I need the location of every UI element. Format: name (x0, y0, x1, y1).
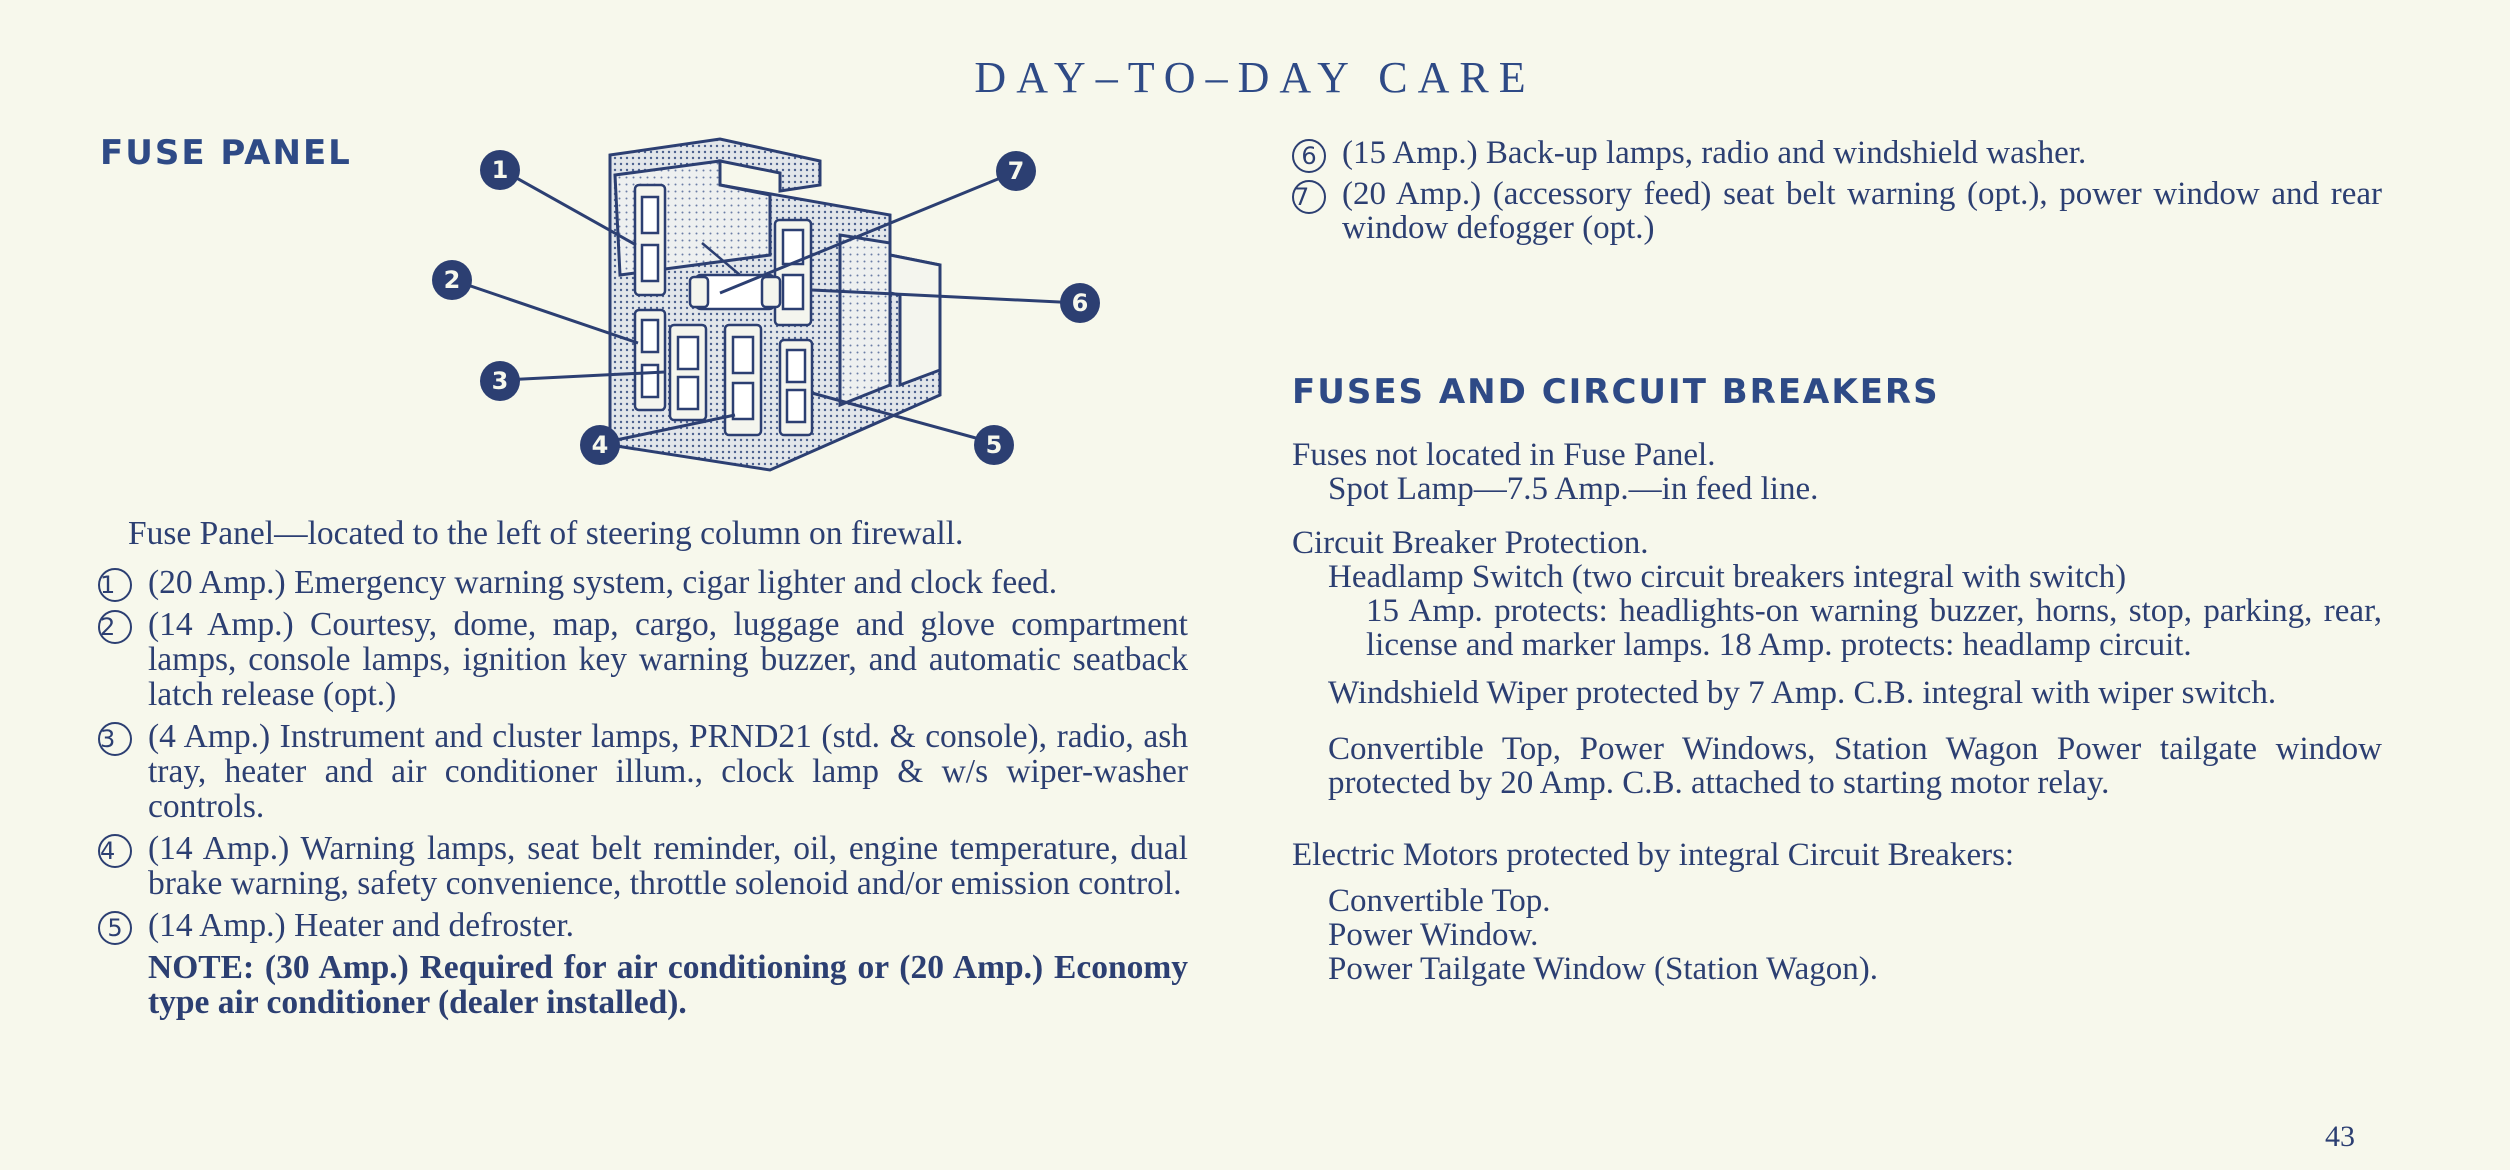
callout-7 (996, 151, 1036, 191)
cb-protection: Circuit Breaker Protection. (1292, 525, 1649, 561)
fuses-cb-text (1292, 438, 2382, 986)
callout-4 (580, 425, 620, 465)
fuse-entry-5: 5 (14 Amp.) Heater and defroster. (98, 908, 1188, 943)
motor-item: Power Tailgate Window (Station Wagon). (1328, 951, 1879, 987)
fuses-not-in-panel: Fuses not located in Fuse Panel. (1292, 437, 1716, 473)
svg-text:2: 2 (443, 266, 461, 294)
wiper-cb: Windshield Wiper protected by 7 Amp. C.B. integral with wiper switch. (1328, 675, 2277, 711)
svg-text:5: 5 (985, 431, 1003, 459)
svg-text:4: 4 (591, 431, 609, 459)
fuse-entry-2: 2 (14 Amp.) Courtesy, dome, map, cargo, luggage and glove compartment lamps, console lamps, ignition key warning buzzer, and automatic seatback latch release (opt.) (100, 606, 1188, 713)
page-title: DAY–TO–DAY CARE (974, 53, 1536, 102)
callout-3 (480, 361, 520, 401)
svg-text:6: 6 (1071, 289, 1089, 317)
convertible-top-cb: Convertible Top, Power Windows, Station Wagon Power tailgate window protected by 20 Amp. C.B. attached to starting motor relay. (1328, 731, 2382, 801)
callout-5 (974, 425, 1014, 465)
headlamp-switch: Headlamp Switch (two circuit breakers integral with switch) (1328, 559, 2127, 595)
motors-heading: Electric Motors protected by integral Circuit Breakers: (1292, 837, 2015, 873)
fuses-cb-heading: FUSES AND CIRCUIT BREAKERS (1292, 372, 1940, 412)
fuse-entry-3: 3 (4 Amp.) Instrument and cluster lamps, PRND21 (std. & console), radio, ash tray, heater and air conditioner illum., clock lamp & w/s wiper-washer controls. (100, 718, 1188, 825)
fuse-entry-7: 7 (20 Amp.) (accessory feed) seat belt warning (opt.), power window and rear window defogger (opt.) (1294, 176, 2382, 246)
svg-text:1: 1 (491, 156, 509, 184)
spot-lamp-fuse: Spot Lamp—7.5 Amp.—in feed line. (1328, 471, 1819, 507)
fuse-entry-1: 1 (20 Amp.) Emergency warning system, cigar lighter and clock feed. (100, 564, 1058, 601)
fuse-panel-text (98, 516, 1188, 1020)
fuse-panel-location: Fuse Panel—located to the left of steering column on firewall. (128, 515, 964, 552)
headlamp-detail: 15 Amp. protects: headlights-on warning buzzer, horns, stop, parking, rear, license and marker lamps. 18 Amp. protects: headlamp circuit. (1366, 593, 2382, 663)
fuse-entry-6: 6 (15 Amp.) Back-up lamps, radio and windshield washer. (1292, 136, 2382, 170)
fuse-panel-heading: FUSE PANEL (100, 133, 352, 173)
fuse-entry-4: 4 (14 Amp.) Warning lamps, seat belt reminder, oil, engine temperature, dual brake warning, safety convenience, throttle solenoid and/or emission control. (100, 830, 1188, 902)
page-number: 43 (2325, 1120, 2355, 1153)
callout-1 (480, 150, 520, 190)
fuse-note: NOTE: (30 Amp.) Required for air conditioning or (20 Amp.) Economy type air conditioner (dealer installed). (148, 949, 1188, 1021)
motor-item: Convertible Top. (1328, 883, 1551, 919)
fuse-entries-continued (1292, 136, 2382, 252)
svg-text:3: 3 (491, 367, 509, 395)
callout-2 (432, 260, 472, 300)
motor-item: Power Window. (1328, 917, 1539, 953)
svg-text:7: 7 (1007, 157, 1025, 185)
callout-6 (1060, 283, 1100, 323)
fuse-panel-diagram (420, 125, 1110, 485)
